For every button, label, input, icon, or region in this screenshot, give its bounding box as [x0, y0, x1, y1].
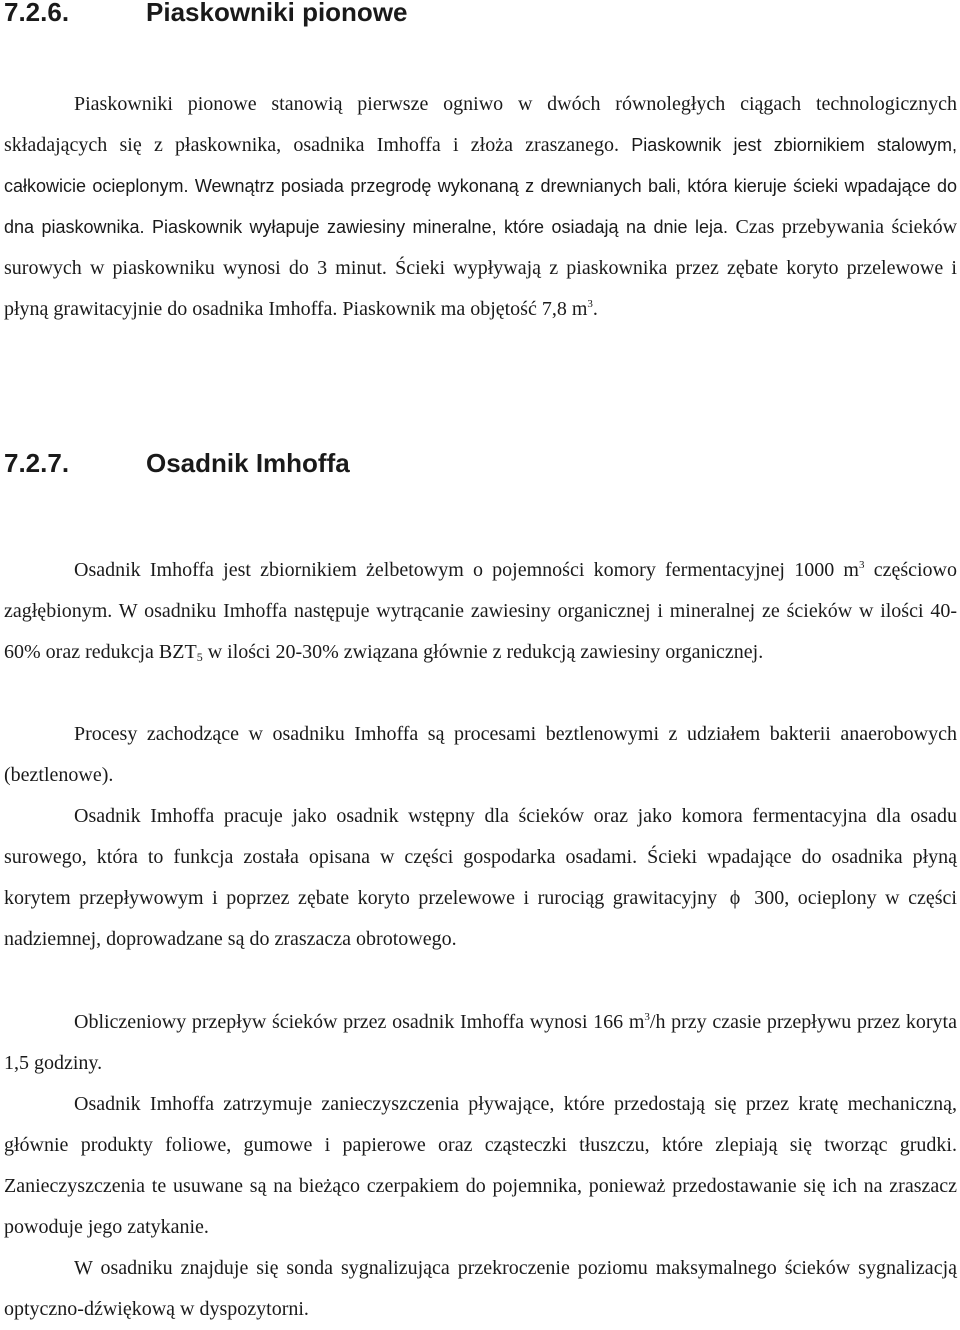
- section-heading-7-2-6: [4, 0, 408, 27]
- paragraph-text: w ilości 20-30% związana głównie z redukcją zawiesiny organicznej.: [202, 641, 764, 663]
- paragraph-przeplyw: [4, 1002, 957, 1084]
- paragraph-text: Czas przebywania ścieków surowych w piaskowniku wynosi do 3 minut.: [4, 216, 958, 279]
- paragraph-text: Piaskownik jest zbiornikiem stalowym, całkowicie ocieplonym. Wewnątrz posiada przegrodę wykonaną z drewnianych bali, która kieruje ścieki wpadające do dna piaskownika.: [4, 135, 958, 237]
- subscript: 5: [196, 650, 203, 664]
- paragraph-text: Osadnik Imhoffa pracuje jako osadnik wstępny dla ścieków oraz jako komora fermentacyjna dla osadu surowego, która to funkcja została opisana w części gospodarka osadami. Ścieki wpadające do osadnika płyną korytem przepływowym i poprzez zębate koryto przelewowe i rurociąg grawitacyjny: [4, 805, 957, 909]
- paragraph-text: częściowo zagłębionym. W osadniku Imhoffa następuje wytrącanie zawiesiny organicznej i mineralnej ze ścieków w ilości 40-60% oraz redukcja BZT: [4, 559, 957, 663]
- paragraph-text: Piaskowniki pionowe stanowią pierwsze ogniwo w dwóch równoległych ciągach technologicznych składających się z płaskownika, osadnika Imhoffa i złoża zraszanego.: [4, 93, 957, 156]
- section-title: Osadnik Imhoffa: [146, 448, 350, 478]
- diameter-symbol: ϕ: [729, 887, 741, 909]
- superscript: 3: [858, 559, 865, 571]
- paragraph-osadnik-intro: [4, 550, 957, 673]
- paragraph-text: Ścieki wypływają z piaskownika przez zębate koryto przelewowe i płyną grawitacyjnie do osadnika Imhoffa. Piaskownik ma objętość 7,8 m: [4, 257, 957, 320]
- paragraph-zanieczyszczenia: Osadnik Imhoffa zatrzymuje zanieczyszczenia pływające, które przedostają się przez kratę mechaniczną, głównie produkty foliowe, gumowe i papierowe oraz cząsteczki tłuszczu, które zlepiają się tworząc grudki. Zanieczyszczenia te usuwane są na bieżąco czerpakiem do pojemnika, ponieważ przedostawanie się ich na zraszacz powoduje jego zatykanie.: [4, 1093, 957, 1238]
- paragraph-text: Osadnik Imhoffa jest zbiornikiem żelbetowym o pojemności komory fermentacyjnej 1000 m: [74, 559, 859, 581]
- paragraph-sonda: W osadniku znajduje się sonda sygnalizująca przekroczenie poziomu maksymalnego ścieków sygnalizacją optyczno-dźwiękową w dyspozytorni.: [4, 1257, 957, 1320]
- paragraph-text: Piaskownik wyłapuje zawiesiny mineralne, które osiadają na dnie leja.: [152, 217, 729, 237]
- section-heading-7-2-7: [4, 448, 350, 478]
- superscript: 3: [644, 1011, 650, 1023]
- superscript: 3: [587, 298, 593, 310]
- paragraph-piaskowniki: [4, 84, 957, 330]
- paragraph-pracuje: [4, 796, 957, 960]
- paragraph-procesy: Procesy zachodzące w osadniku Imhoffa są procesami beztlenowymi z udziałem bakterii anaerobowych (beztlenowe).: [4, 723, 957, 786]
- section-number: 7.2.6.: [4, 0, 70, 27]
- paragraph-text: .: [592, 298, 598, 320]
- section-number: 7.2.7.: [4, 448, 70, 478]
- section-title: Piaskowniki pionowe: [146, 0, 408, 27]
- paragraph-text: /h przy czasie przepływu przez koryta 1,5 godziny.: [4, 1011, 957, 1074]
- paragraph-text: 300, ocieplony w części nadziemnej, doprowadzane są do zraszacza obrotowego.: [4, 887, 957, 950]
- paragraph-text: Obliczeniowy przepływ ścieków przez osadnik Imhoffa wynosi 166 m: [74, 1011, 645, 1033]
